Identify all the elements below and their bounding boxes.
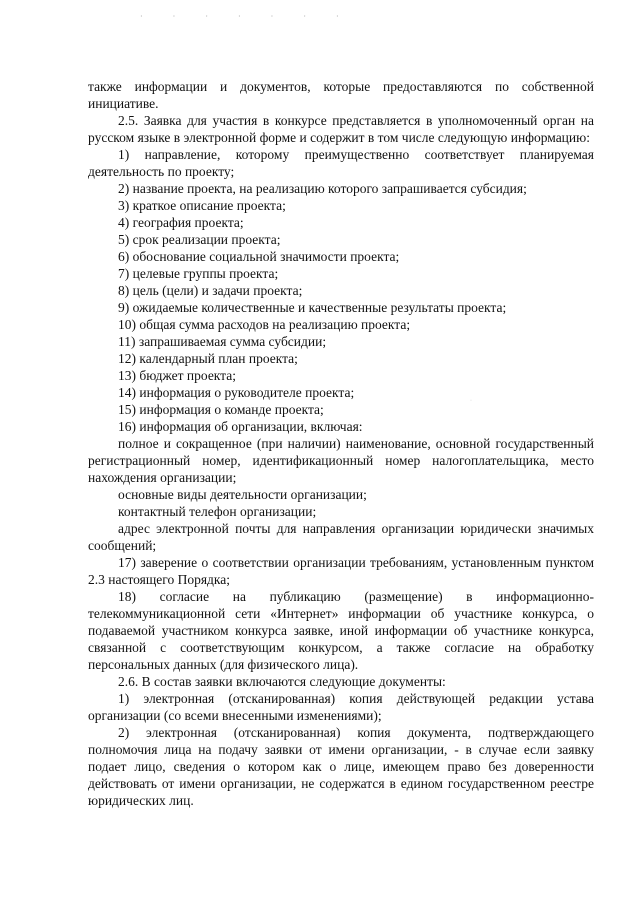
list-item-10: 10) общая сумма расходов на реализацию проекта; xyxy=(118,317,411,332)
subitem-phone: контактный телефон организации; xyxy=(118,504,317,519)
subitem-email: адрес электронной почты для направления организации юридически значимых сообщений; xyxy=(88,521,594,553)
list-item-7: 7) целевые группы проекта; xyxy=(118,266,279,281)
list-item-12: 12) календарный план проекта; xyxy=(118,351,298,366)
list-item-6: 6) обоснование социальной значимости проекта; xyxy=(118,249,400,264)
scan-dot: · xyxy=(470,398,472,404)
paragraph-2-6: 2.6. В состав заявки включаются следующие документы: xyxy=(118,674,446,689)
document-body xyxy=(88,78,594,809)
list-item-15: 15) информация о команде проекта; xyxy=(118,402,324,417)
doc-item-2: 2) электронная (отсканированная) копия документа, подтверждающего полномочия лица на подачу заявки от имени организации, - в случае если заявку подает лицо, сведения о котором как о лице, имеющем право без доверенности действовать от имени организации, не содержатся в едином государственном реестре юридических лиц. xyxy=(88,725,594,808)
list-item-13: 13) бюджет проекта; xyxy=(118,368,236,383)
list-item-1: 1) направление, которому преимущественно соответствует планируемая деятельность по проекту; xyxy=(88,147,594,179)
scan-header-marks: · · · · · · · xyxy=(140,12,353,21)
paragraph-2-5: 2.5. Заявка для участия в конкурсе представляется в уполномоченный орган на русском языке в электронной форме и содержит в том числе следующую информацию: xyxy=(88,113,594,145)
list-item-14: 14) информация о руководителе проекта; xyxy=(118,385,355,400)
paragraph-continuation: также информации и документов, которые предоставляются по собственной инициативе. xyxy=(88,79,594,111)
subitem-org-name: полное и сокращенное (при наличии) наименование, основной государственный регистрационный номер, идентификационный номер налогоплательщика, место нахождения организации; xyxy=(88,436,594,485)
list-item-5: 5) срок реализации проекта; xyxy=(118,232,281,247)
list-item-3: 3) краткое описание проекта; xyxy=(118,198,286,213)
list-item-18: 18) согласие на публикацию (размещение) в информационно-телекоммуникационной сети «Интернет» информации об участнике конкурса, о подаваемой участником конкурса заявке, иной информации об участнике конкурса, связанной с соответствующим конкурсом, а также согласие на обработку персональных данных (для физического лица). xyxy=(88,589,594,672)
subitem-activities: основные виды деятельности организации; xyxy=(118,487,367,502)
list-item-16: 16) информация об организации, включая: xyxy=(118,419,363,434)
doc-item-1: 1) электронная (отсканированная) копия действующей редакции устава организации (со всеми внесенными изменениями); xyxy=(88,691,594,723)
list-item-4: 4) география проекта; xyxy=(118,215,244,230)
list-item-8: 8) цель (цели) и задачи проекта; xyxy=(118,283,303,298)
list-item-2: 2) название проекта, на реализацию которого запрашивается субсидия; xyxy=(118,181,527,196)
list-item-11: 11) запрашиваемая сумма субсидии; xyxy=(118,334,327,349)
list-item-9: 9) ожидаемые количественные и качественные результаты проекта; xyxy=(118,300,507,315)
list-item-17: 17) заверение о соответствии организации требованиям, установленным пунктом 2.3 настоящего Порядка; xyxy=(88,555,594,587)
